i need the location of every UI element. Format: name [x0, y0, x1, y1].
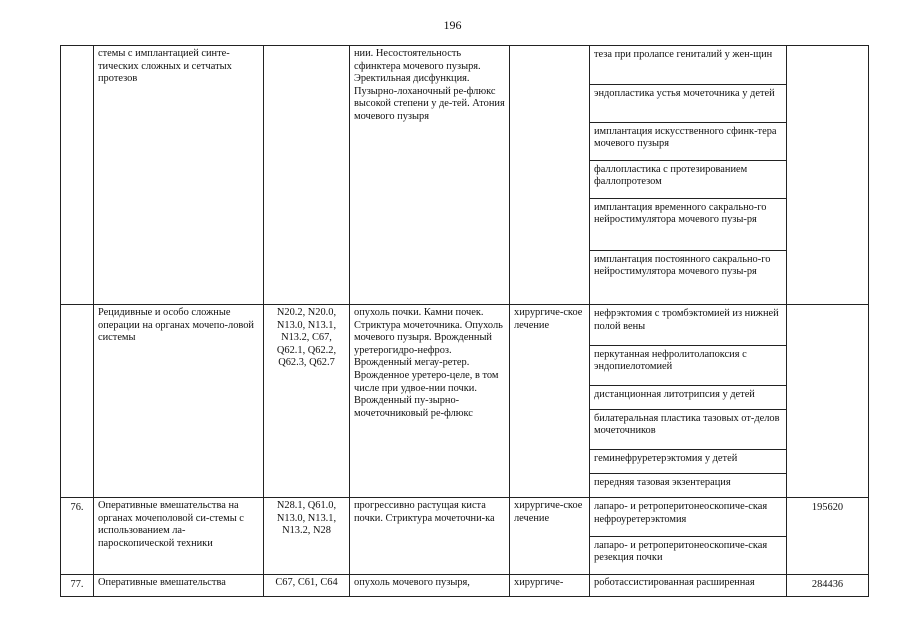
price [787, 305, 869, 498]
icd-codes [264, 46, 350, 305]
methods-list [590, 46, 786, 302]
price: 195620 [787, 498, 869, 575]
table-row [61, 498, 869, 575]
method-item: передняя тазовая экзентерация [594, 476, 731, 488]
method-item: имплантация искусственного сфинк-тера мочевого пузыря [590, 122, 786, 160]
method-item: имплантация временного сакрально-го нейростимулятора мочевого пузы-ря [590, 198, 786, 250]
icd-codes: N20.2, N20.0, N13.0, N13.1, N13.2, C67, Q62.1, Q62.2, Q62.3, Q62.7 [264, 305, 350, 498]
methods-list [590, 498, 786, 574]
treatment-type: хирургиче- [510, 575, 590, 597]
icd-codes: N28.1, Q61.0, N13.0, N13.1, N13.2, N28 [264, 498, 350, 575]
method-item: имплантация постоянного сакрально-го нейростимулятора мочевого пузы-ря [594, 253, 771, 278]
page-number: 196 [443, 18, 462, 32]
method-item: перкутанная нефролитолапоксия с эндопиелотомией [590, 345, 786, 385]
method-item: геминефруретерэктомия у детей [590, 449, 786, 473]
row-number: 76. [61, 498, 94, 575]
method-item: фаллопластика с протезированием фаллопротезом [590, 160, 786, 198]
methods-cell [590, 46, 787, 305]
method-item: лапаро- и ретроперитонеоскопиче-ская нефроуретерэктомия [590, 498, 786, 536]
table-row [61, 575, 869, 597]
method-item: лапаро- и ретроперитонеоскопиче-ская резекция почки [594, 539, 768, 564]
icd-codes: C67, C61, C64 [264, 575, 350, 597]
row-number [61, 46, 94, 305]
diagnosis: нии. Несостоятельность сфинктера мочевого пузыря. Эректильная дисфункция. Пузырно-лоханочный ре-флюкс высокой степени у де-тей. Атония мочевого пузыря [350, 46, 510, 305]
intervention-name: стемы с имплантацией синте-тических сложных и сетчатых протезов [94, 46, 264, 305]
methods-list [590, 305, 786, 497]
diagnosis: опухоль мочевого пузыря, [350, 575, 510, 597]
method-item: дистанционная литотрипсия у детей [590, 385, 786, 409]
intervention-name: Оперативные вмешательства [94, 575, 264, 597]
table-row [61, 305, 869, 498]
row-number: 77. [61, 575, 94, 597]
treatment-type [510, 46, 590, 305]
method-item: билатеральная пластика тазовых от-делов мочеточников [590, 409, 786, 449]
price: 284436 [787, 575, 869, 597]
intervention-name: Рецидивные и особо сложные операции на органах мочепо-ловой системы [94, 305, 264, 498]
intervention-name: Оперативные вмешательства на органах мочеполовой си-стемы с использованием ла-пароскопической техники [94, 498, 264, 575]
method-item: роботассистированная расширенная [590, 575, 787, 597]
treatment-type: хирургиче-ское лечение [510, 305, 590, 498]
price [787, 46, 869, 305]
methods-cell [590, 305, 787, 498]
methods-cell [590, 498, 787, 575]
row-number [61, 305, 94, 498]
method-item: теза при пролапсе гениталий у жен-щин [590, 46, 786, 84]
diagnosis: прогрессивно растущая киста почки. Стриктура мочеточни-ка [350, 498, 510, 575]
method-item: нефрэктомия с тромбэктомией из нижней полой вены [590, 305, 786, 345]
method-item: эндопластика устья мочеточника у детей [590, 84, 786, 122]
medical-services-table [60, 45, 869, 597]
treatment-type: хирургиче-ское лечение [510, 498, 590, 575]
diagnosis: опухоль почки. Камни почек. Стриктура мочеточника. Опухоль мочевого пузыря. Врожденный уретерогидро-нефроз. Врожденный мегау-ретер. Врожденное уретеро-целе, в том числе при удвое-нии почки. Врожденный пу-зырно-мочеточниковый ре-флюкс [350, 305, 510, 498]
table-row [61, 46, 869, 305]
